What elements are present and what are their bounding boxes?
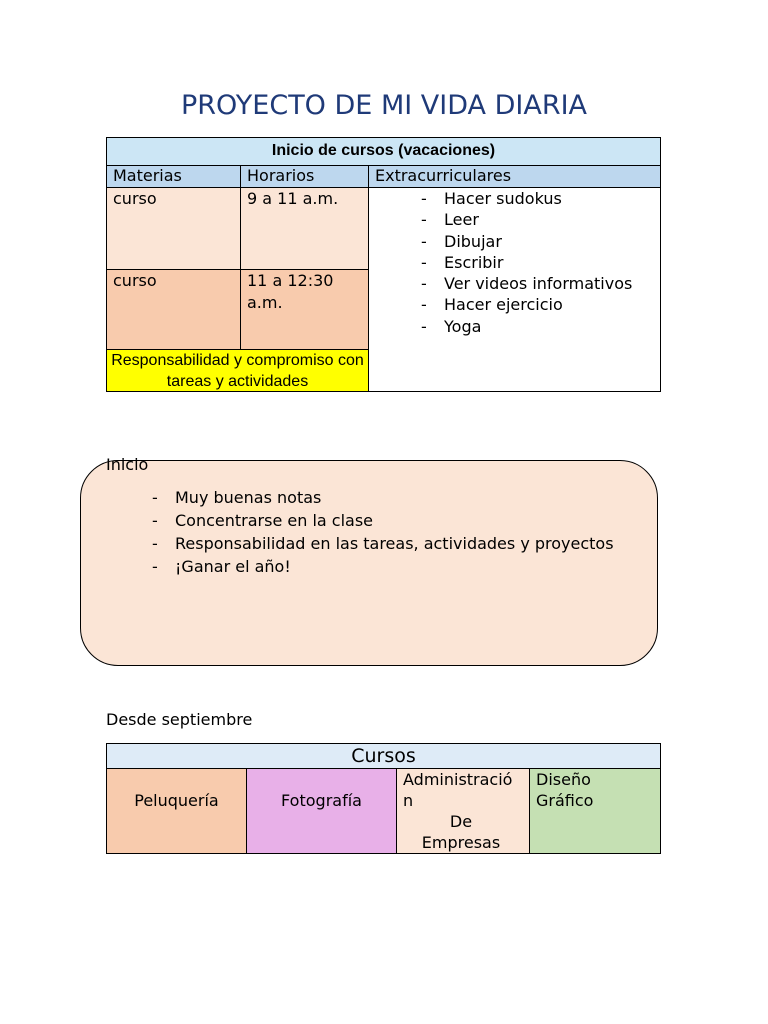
page-title: PROYECTO DE MI VIDA DIARIA — [180, 90, 588, 121]
admin-line-1: Administració — [403, 770, 513, 789]
list-item: - Yoga — [421, 316, 660, 337]
course-peluqueria: Peluquería — [107, 769, 247, 853]
admin-line-2: n — [403, 791, 414, 810]
courses-table — [106, 743, 661, 854]
extracurricular-list — [369, 188, 660, 391]
desde-label: Desde septiembre — [106, 710, 253, 729]
column-header-extracurriculares: Extracurriculares — [369, 166, 660, 188]
list-item: - Responsabilidad en las tareas, actividades y proyectos — [150, 532, 710, 555]
list-item: - Concentrarse en la clase — [150, 509, 710, 532]
course-fotografia: Fotografía — [247, 769, 397, 853]
list-item: - Hacer ejercicio — [421, 294, 660, 315]
row1-materia: curso — [107, 188, 241, 270]
list-item: - Escribir — [421, 252, 660, 273]
course-diseno-grafico — [530, 769, 660, 853]
row2-materia: curso — [107, 270, 241, 350]
admin-line-3: De — [449, 812, 473, 831]
list-item: - Dibujar — [421, 231, 660, 252]
list-item: - Leer — [421, 209, 660, 230]
list-item: - Muy buenas notas — [150, 486, 710, 509]
diseno-line-2: Gráfico — [536, 791, 594, 810]
row2-horario: 11 a 12:30 a.m. — [241, 270, 369, 350]
courses-table-header: Cursos — [107, 744, 660, 769]
diseno-line-1: Diseño — [536, 770, 591, 789]
list-item: - Hacer sudokus — [421, 188, 660, 209]
course-administracion — [397, 769, 530, 853]
list-item: - ¡Ganar el año! — [150, 555, 710, 578]
goals-list — [150, 486, 710, 578]
schedule-table-header: Inicio de cursos (vacaciones) — [107, 138, 660, 166]
row1-horario: 9 a 11 a.m. — [241, 188, 369, 270]
column-header-materias: Materias — [107, 166, 241, 188]
column-header-horarios: Horarios — [241, 166, 369, 188]
list-item: - Ver videos informativos — [421, 273, 660, 294]
admin-line-4: Empresas — [421, 833, 501, 852]
schedule-table — [106, 137, 661, 392]
inicio-label: Inicio — [106, 455, 149, 474]
responsibility-note: Responsabilidad y compromiso con tareas y actividades — [107, 350, 369, 391]
